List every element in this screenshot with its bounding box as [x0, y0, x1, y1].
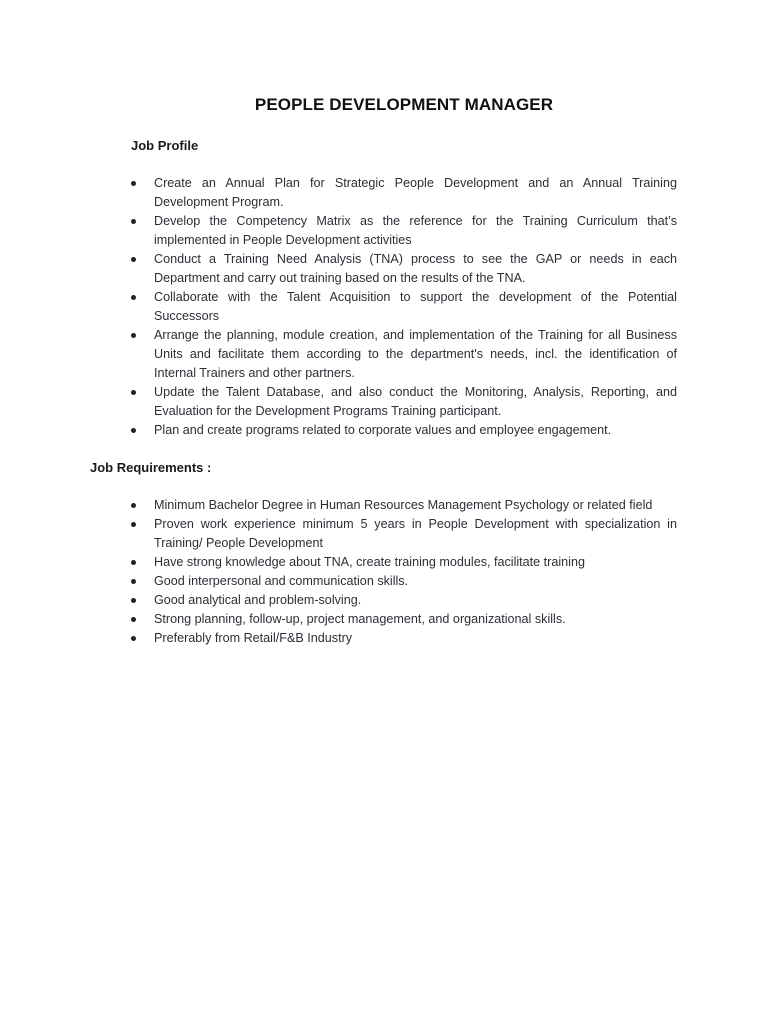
bullet-icon: [131, 257, 136, 262]
bullet-icon: [131, 522, 136, 527]
list-item-text: Develop the Competency Matrix as the reference for the Training Curriculum that’s implemented in People Development activities: [154, 214, 677, 247]
list-item: [131, 212, 677, 250]
bullet-icon: [131, 636, 136, 641]
list-item-text: Create an Annual Plan for Strategic People Development and an Annual Training Development Program.: [154, 176, 677, 209]
page-title: PEOPLE DEVELOPMENT MANAGER: [254, 95, 554, 114]
list-item-text: Proven work experience minimum 5 years in People Development with specialization in Training/ People Development: [154, 517, 677, 550]
bullet-icon: [131, 598, 136, 603]
list-item: [131, 174, 677, 212]
bullet-icon: [131, 579, 136, 584]
bullet-icon: [131, 390, 136, 395]
list-item-text: Collaborate with the Talent Acquisition to support the development of the Potential Successors: [154, 290, 677, 323]
list-item: [131, 383, 677, 421]
bullet-icon: [131, 428, 136, 433]
bullet-icon: [131, 181, 136, 186]
job-profile-list: [131, 174, 677, 440]
list-item: [131, 515, 677, 553]
bullet-icon: [131, 295, 136, 300]
job-profile-heading: Job Profile: [131, 138, 199, 153]
bullet-icon: [131, 617, 136, 622]
list-item: [131, 553, 677, 572]
job-requirements-heading: Job Requirements :: [90, 460, 212, 475]
bullet-icon: [131, 219, 136, 224]
list-item-text: Strong planning, follow-up, project management, and organizational skills.: [154, 612, 566, 626]
list-item: [131, 610, 677, 629]
bullet-icon: [131, 333, 136, 338]
list-item: [131, 629, 677, 648]
list-item: [131, 572, 677, 591]
list-item: [131, 421, 677, 440]
list-item: [131, 250, 677, 288]
bullet-icon: [131, 503, 136, 508]
list-item: [131, 591, 677, 610]
list-item-text: Preferably from Retail/F&B Industry: [154, 631, 353, 645]
list-item-text: Minimum Bachelor Degree in Human Resources Management Psychology or related field: [154, 498, 653, 512]
list-item-text: Good interpersonal and communication skills.: [154, 574, 409, 588]
list-item-text: Conduct a Training Need Analysis (TNA) process to see the GAP or needs in each Department and carry out training based on the results of the TNA.: [154, 252, 677, 285]
list-item-text: Have strong knowledge about TNA, create training modules, facilitate training: [154, 555, 585, 569]
list-item-text: Plan and create programs related to corporate values and employee engagement.: [154, 423, 612, 437]
list-item-text: Update the Talent Database, and also conduct the Monitoring, Analysis, Reporting, and Evaluation for the Development Programs Training participant.: [154, 385, 677, 418]
job-requirements-list: [131, 496, 677, 648]
list-item: [131, 326, 677, 383]
list-item: [131, 288, 677, 326]
list-item-text: Good analytical and problem-solving.: [154, 593, 362, 607]
list-item: [131, 496, 677, 515]
list-item-text: Arrange the planning, module creation, and implementation of the Training for all Business Units and facilitate them according to the department's needs, incl. the identification of Internal Trainers and other partners.: [154, 328, 677, 380]
bullet-icon: [131, 560, 136, 565]
